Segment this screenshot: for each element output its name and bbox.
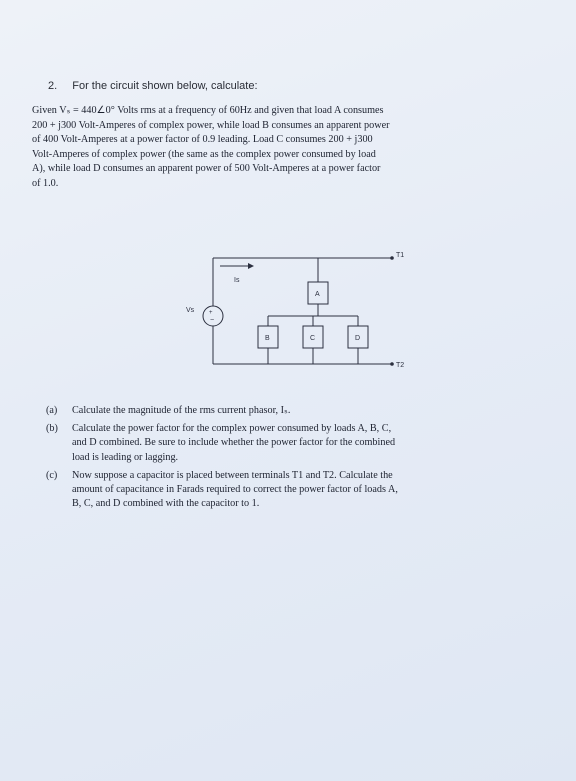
source-label: Vs xyxy=(186,307,195,314)
given-line: A), while load D consumes an apparent power of 500 Volt-Amperes at a power factor xyxy=(32,163,381,175)
terminal-t2-icon xyxy=(390,362,394,366)
given-line: 200 + j300 Volt-Amperes of complex power, while load B consumes an apparent power xyxy=(32,119,390,131)
given-line: Volt-Amperes of complex power (the same as the complex power consumed by load xyxy=(32,148,376,160)
part-text: load is leading or lagging. xyxy=(72,451,179,463)
current-arrow-head-icon xyxy=(248,263,254,269)
terminal-t1-label: T1 xyxy=(396,252,405,259)
given-line: of 400 Volt-Amperes at a power factor of 0.9 leading. Load C consumes 200 + j300 xyxy=(32,134,373,146)
part-label: (c) xyxy=(46,469,58,481)
current-label: Is xyxy=(234,277,240,284)
terminal-t2-label: T2 xyxy=(396,362,405,369)
source-sign-minus: − xyxy=(210,317,215,324)
circuit-diagram xyxy=(180,240,420,370)
part-text: Now suppose a capacitor is placed between terminals T1 and T2. Calculate the xyxy=(72,469,393,481)
part-text: B, C, and D combined with the capacitor to 1. xyxy=(72,498,260,510)
part-label: (a) xyxy=(46,405,58,416)
part-text: and D combined. Be sure to include whether the power factor for the combined xyxy=(72,437,396,449)
given-line: Given Vₛ = 440∠0° Volts rms at a frequency of 60Hz and given that load A consumes xyxy=(32,105,384,116)
given-paragraph xyxy=(32,104,532,192)
question-number: 2. xyxy=(48,80,58,92)
part-text: amount of capacitance in Farads required to correct the power factor of loads A, xyxy=(72,484,398,496)
part-label: (b) xyxy=(46,423,58,435)
source-sign: + xyxy=(209,310,213,316)
part-b xyxy=(46,422,536,465)
part-c xyxy=(46,469,536,512)
part-text: Calculate the power factor for the complex power consumed by loads A, B, C, xyxy=(72,423,392,435)
load-d-label: D xyxy=(355,335,361,342)
terminal-t1-icon xyxy=(390,256,394,260)
question-parts xyxy=(46,404,536,515)
part-a xyxy=(46,404,536,418)
part-text: Calculate the magnitude of the rms current phasor, Iₛ. xyxy=(72,405,291,416)
load-b-label: B xyxy=(265,335,270,342)
question-intro: For the circuit shown below, calculate: xyxy=(72,80,258,92)
load-a-label: A xyxy=(315,291,320,298)
question-header xyxy=(48,80,258,92)
given-line: of 1.0. xyxy=(32,177,59,189)
load-c-label: C xyxy=(310,335,316,342)
